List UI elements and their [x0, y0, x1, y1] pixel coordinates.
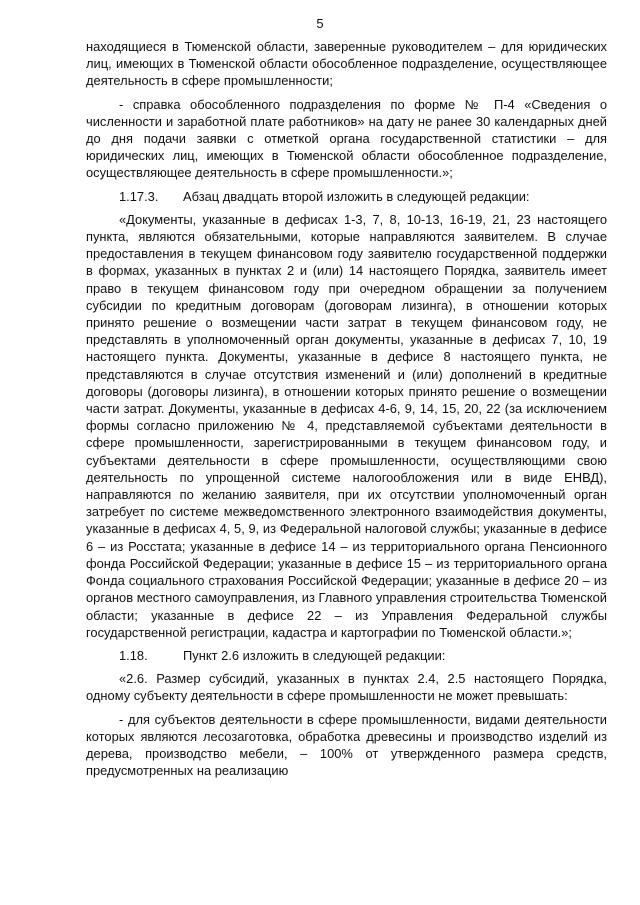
point-1-18: [86, 647, 607, 664]
point-number: 1.17.3.: [119, 188, 159, 204]
point-text: Пункт 2.6 изложить в следующей редакции:: [183, 647, 446, 663]
paragraph-legal-entities-documents: находящиеся в Тюменской области, заверенные руководителем – для юридических лиц, имеющих в Тюменской области обособленное подразделение, осуществляющее деятельность в сфере промышленности;: [86, 39, 607, 89]
point-text: Абзац двадцать второй изложить в следующей редакции:: [183, 188, 530, 204]
page-number: 5: [316, 16, 324, 31]
point-1-17-3: [86, 188, 607, 205]
paragraph-p4-form-certificate: - справка обособленного подразделения по форме № П-4 «Сведения о численности и заработной плате работников» на дату не ранее 30 календарных дней до дня подачи заявки с отметкой органа государственной статистики – для юридических лиц, имеющих в Тюменской области обособленное подразделение, осуществляющее деятельность в сфере промышленности.»;: [86, 96, 607, 181]
paragraph-subsidy-size: «2.6. Размер субсидий, указанных в пунктах 2.4, 2.5 настоящего Порядка, одному субъекту деятельности в сфере промышленности не может превышать:: [86, 671, 607, 704]
paragraph-documents-requirements: «Документы, указанные в дефисах 1-3, 7, 8, 10-13, 16-19, 21, 23 настоящего пункта, являются обязательными, которые направляются заявителем. В случае предоставления в текущем финансовом году заявителю государственной поддержки в формах, указанных в пунктах 2 и (или) 14 настоящего Порядка, заявитель имеет право в текущем финансовом году при очередном обращении за получением субсидии по кредитным договорам (договорам лизинга), в отношении которых принято решение о возмещении части затрат в текущем финансовом году, не представлять в уполномоченный орган документы, указанные в дефисах 7, 10, 19 настоящего пункта. Документы, указанные в дефисе 8 настоящего пункта, не представляются в случае отсутствия изменений и (или) дополнений в кредитные договоры (договоры лизинга), в отношении которых принято решение о возмещении части затрат. Документы, указанные в дефисах 4-6, 9, 14, 15, 20, 22 (за исключением формы согласно приложению № 4, представляемой субъектами деятельности в сфере промышленности, зарегистрированными в текущем финансовом году, и субъектами деятельности в сфере промышленности, осуществляющими свою деятельность по упрощенной системе налогообложения или в виде ЕНВД), направляются по желанию заявителя, при их отсутствии уполномоченный орган затребует по системе межведомственного электронного взаимодействия документы, указанные в дефисах 4, 5, 9, из Федеральной налоговой службы; указанные в дефисе 6 – из Росстата; указанные в дефисе 14 – из территориального органа Пенсионного фонда Российской Федерации; указанные в дефисе 15 – из территориального органа Фонда социального страхования Российской Федерации; указанные в дефисе 20 – из органов местного самоуправления, из Главного управления строительства Тюменской области; указанные в дефисе 22 – из Управления Федеральной службы государственной регистрации, кадастра и картографии по Тюменской области.»;: [86, 211, 607, 640]
document-body: [86, 38, 607, 781]
point-number: 1.18.: [119, 647, 148, 663]
paragraph-wood-industry: - для субъектов деятельности в сфере промышленности, видами деятельности которых являются лесозаготовка, обработка древесины и производство изделий из дерева, производство мебели, – 100% от утвержденного размера средств, предусмотренных на реализацию: [86, 711, 607, 779]
